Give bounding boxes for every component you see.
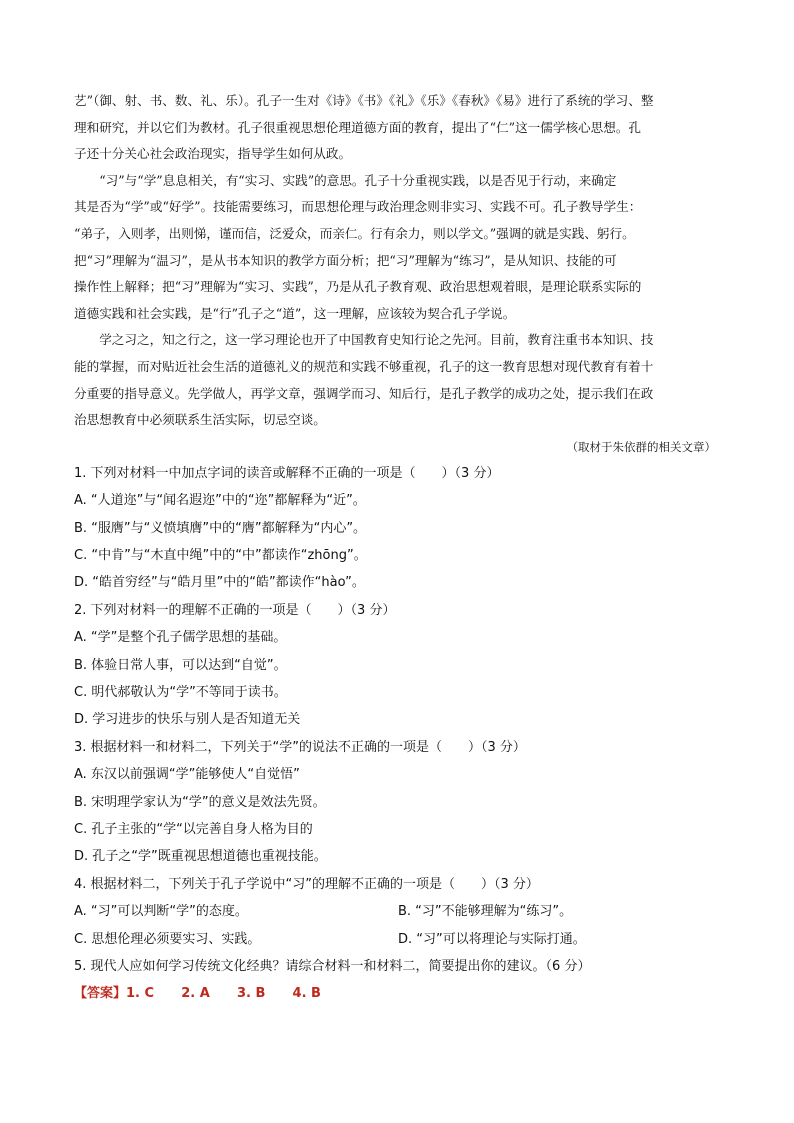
- question-stem: 1. 下列对材料一中加点字词的读音或解释不正确的一项是（ ）（3 分）: [74, 465, 500, 481]
- paragraph-line: 治思想教育中必须联系生活实际，切忌空谈。: [74, 412, 326, 428]
- options-row: [74, 926, 722, 953]
- document-page: [74, 88, 722, 1008]
- question-4: [74, 871, 722, 953]
- option-d: D. 孔子之“学”既重视思想道德也重视技能。: [74, 849, 327, 865]
- option-c: C. “中肯”与“木直中绳”中的“中”都读作“zhōng”。: [74, 547, 367, 563]
- option-b: B. “习”不能够理解为“练习”。: [398, 904, 573, 920]
- option-a: A. “人道迩”与“闻名遐迩”中的“迩”都解释为“近”。: [74, 493, 366, 509]
- option-a: A. “学”是整个孔子儒学思想的基础。: [74, 630, 287, 646]
- paragraph-line: 分重要的指导意义。先学做人，再学文章，强调学而习、知后行，是孔子教学的成功之处，提示我们在政: [74, 385, 654, 401]
- question-2: [74, 597, 722, 734]
- paragraph-line: 理和研究，并以它们为教材。孔子很重视思想伦理道德方面的教育，提出了“仁”这一儒学核心思想。孔: [74, 119, 642, 135]
- passage-source: （取材于朱依群的相关文章）: [566, 439, 716, 454]
- option-c: C. 明代郝敬认为“学”不等同于读书。: [74, 684, 287, 700]
- paragraph-line: 子还十分关心社会政治现实，指导学生如何从政。: [74, 146, 352, 162]
- paragraph-line: “习”与“学”息息相关，有“实习、实践”的意思。孔子十分重视实践，以是否见于行动，来确定: [99, 172, 617, 188]
- question-5: [74, 953, 722, 980]
- answer-line: [74, 980, 722, 1008]
- option-c: C. 孔子主张的“学“以完善自身人格为目的: [74, 822, 313, 837]
- passage-paragraph-2: [74, 168, 722, 328]
- answer-text: 1. C 2. A 3. B 4. B: [126, 986, 321, 1002]
- paragraph-line: 能的掌握，而对贴近社会生活的道德礼义的规范和实践不够重视，孔子的这一教育思想对现代教育有着十: [74, 358, 654, 374]
- option-b: B. “服膺”与“义愤填膺”中的“膺”都解释为“内心”。: [74, 520, 367, 536]
- option-d: D. 学习进步的快乐与别人是否知道无关: [74, 712, 301, 728]
- paragraph-line: 道德实践和社会实践，是“行”孔子之“道”，这一理解，应该较为契合孔子学说。: [74, 305, 516, 321]
- question-3: [74, 734, 722, 871]
- question-stem: 2. 下列对材料一的理解不正确的一项是（ ）（3 分）: [74, 602, 396, 618]
- question-stem: 3. 根据材料一和材料二，下列关于“学”的说法不正确的一项是（ ）（3 分）: [74, 739, 526, 755]
- paragraph-line: 其是否为“学”或“好学”。技能需要练习，而思想伦理与政治理念则非实习、实践不可。孔子教导学生：: [74, 199, 642, 215]
- option-a: A. “习”可以判断“学”的态度。: [74, 904, 248, 920]
- answer-label: 【答案】: [74, 986, 127, 1002]
- paragraph-line: 把“习”理解为“温习”，是从书本知识的教学方面分析；把“习”理解为“练习”，是从知识、技能的可: [74, 252, 617, 268]
- option-a: A. 东汉以前强调“学”能够使人“自觉悟”: [74, 767, 300, 783]
- options-row: [74, 898, 722, 925]
- passage-paragraph-3: [74, 327, 722, 433]
- question-stem: 4. 根据材料二，下列关于孔子学说中“习”的理解不正确的一项是（ ）（3 分）: [74, 876, 539, 892]
- paragraph-line: “弟子，入则孝，出则悌，谨而信，泛爱众，而亲仁。行有余力，则以学文。”强调的就是实践、躬行。: [74, 225, 635, 241]
- paragraph-line: 学之习之，知之行之，这一学习理论也开了中国教育史知行论之先河。目前，教育注重书本知识、技: [99, 332, 654, 348]
- option-b: B. 宋明理学家认为“学”的意义是效法先贤。: [74, 794, 326, 810]
- option-c: C. 思想伦理必须要实习、实践。: [74, 931, 261, 947]
- option-d: D. “习”可以将理论与实际打通。: [398, 931, 586, 947]
- question-1: [74, 460, 722, 597]
- question-stem: 5. 现代人应如何学习传统文化经典？请综合材料一和材料二，简要提出你的建议。（6 分）: [74, 959, 591, 975]
- option-d: D. “皓首穷经”与“皓月里”中的“皓”都读作“hào”。: [74, 575, 365, 591]
- option-b: B. 体验日常人事，可以达到“自觉”。: [74, 657, 287, 673]
- passage: [74, 88, 722, 460]
- paragraph-line: 操作性上解释；把“习”理解为“实习、实践”，乃是从孔子教育观、政治思想观着眼，是理论联系实际的: [74, 279, 642, 295]
- passage-paragraph-1: [74, 88, 722, 168]
- paragraph-line: 艺”（御、射、书、数、礼、乐）。孔子一生对《诗》《书》《礼》《乐》《春秋》《易》进行了系统的学习、整: [74, 93, 654, 108]
